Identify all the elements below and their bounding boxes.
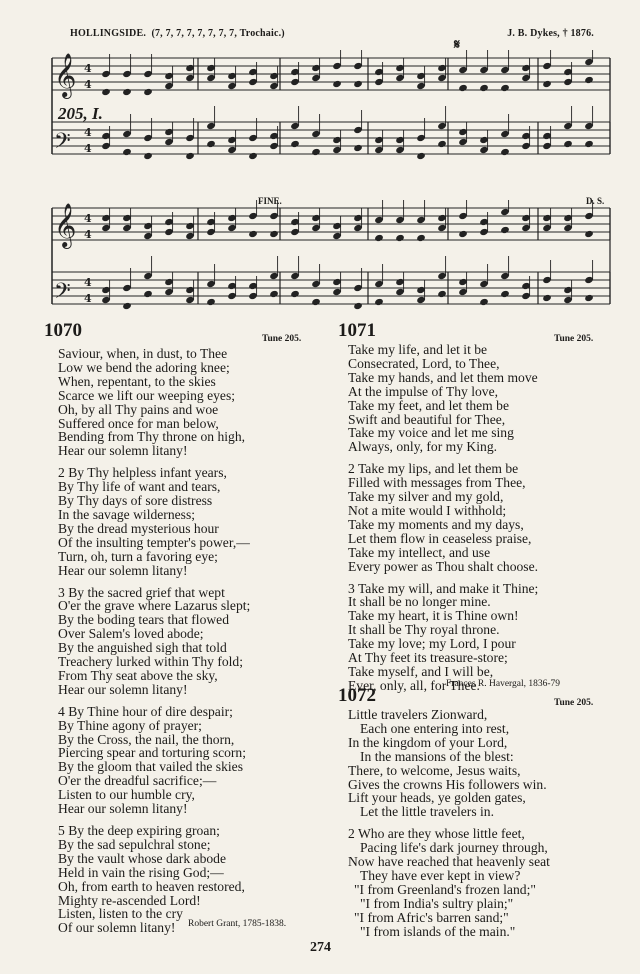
verse-line: Little travelers Zionward, xyxy=(348,707,488,722)
hymn-number-1070 xyxy=(44,321,82,341)
verse-line: Hear our solemn litany! xyxy=(58,562,188,578)
tune-reference: Tune 205. xyxy=(262,334,302,344)
svg-text:4: 4 xyxy=(84,212,92,225)
verse-line: Let them flow in ceaseless praise, xyxy=(348,530,532,546)
verse-line: Take my voice and let me sing xyxy=(348,425,514,441)
tune-name: HOLLINGSIDE. xyxy=(70,28,147,39)
verse-line: By Thy days of sore distress xyxy=(58,493,213,509)
verse-line: Oh, by all Thy pains and woe xyxy=(58,401,219,417)
verse-line: In the savage wilderness; xyxy=(58,506,196,522)
verse-line: In the kingdom of your Lord, xyxy=(348,734,508,750)
verse-line: 2 Take my lips, and let them be xyxy=(348,461,519,477)
svg-text:4: 4 xyxy=(84,62,92,75)
svg-text:𝄞: 𝄞 xyxy=(54,53,77,97)
verse-line: Filled with messages from Thee, xyxy=(348,475,526,491)
svg-text:4: 4 xyxy=(84,276,92,289)
stanza xyxy=(348,462,618,573)
verse-line: Take my moments and my days, xyxy=(348,516,524,532)
verse-line: Saviour, when, in dust, to Thee xyxy=(58,346,228,361)
stanza xyxy=(58,705,330,816)
verse-line: Listen, listen to the cry xyxy=(58,906,183,922)
author-credit: Robert Grant, 1785-1838. xyxy=(188,919,287,929)
svg-text:4: 4 xyxy=(84,126,92,139)
verse-line: From Thy seat above the sky, xyxy=(58,667,218,683)
hymn-number-1071 xyxy=(338,321,376,341)
verse-line: Bending from Thy throne on high, xyxy=(58,429,246,445)
verse-line: Every power as Thou shalt choose. xyxy=(348,558,539,574)
verse-line: 2 By Thy helpless infant years, xyxy=(58,465,227,481)
verse-line: Listen to our humble cry, xyxy=(58,787,195,803)
tune-header xyxy=(70,28,285,39)
verse-line: They have ever kept in view? xyxy=(360,867,521,883)
fine-marking: FINE. xyxy=(258,196,282,206)
verse-line: When, repentant, to the skies xyxy=(58,373,216,389)
verse-line: Ever, only, all, for Thee. xyxy=(348,677,480,693)
svg-text:𝄞: 𝄞 xyxy=(54,203,77,247)
verse-line: By the dread mysterious hour xyxy=(58,520,219,536)
svg-text:4: 4 xyxy=(84,78,92,91)
verse-line: By the sad sepulchral stone; xyxy=(58,836,211,852)
tune-reference: Tune 205. xyxy=(554,334,594,344)
verse-line: Always, only, for my King. xyxy=(348,439,498,455)
verse-line: At Thy feet its treasure-store; xyxy=(348,650,508,666)
music-system-2 xyxy=(48,200,614,330)
stanza xyxy=(348,708,618,819)
verse-line: Treachery lurked within Thy fold; xyxy=(58,654,243,670)
verse-line: Take my feet, and let them be xyxy=(348,397,509,413)
verse-line: Take my heart, it is Thine own! xyxy=(348,608,519,624)
verse-line: Take my love; my Lord, I pour xyxy=(348,636,516,652)
stanza xyxy=(58,347,330,458)
tune-meter: (7, 7, 7, 7, 7, 7, 7, 7, Trochaic.) xyxy=(151,28,285,39)
verse-line: By Thy life of want and tears, xyxy=(58,479,221,495)
hymn-number-text: 1072 xyxy=(338,685,376,706)
verse-line: Lift your heads, ye golden gates, xyxy=(348,790,526,806)
stanza xyxy=(58,586,330,697)
verse-line: By the anguished sigh that told xyxy=(58,640,227,656)
verse-line: Low we bend the adoring knee; xyxy=(58,359,230,375)
verse-line: Hear our solemn litany! xyxy=(58,443,188,459)
verse-line: "I from Afric's barren sand;" xyxy=(354,909,509,925)
verse-line: By Thine agony of prayer; xyxy=(58,717,202,733)
verse-line: There, to welcome, Jesus waits, xyxy=(348,762,521,778)
verse-line: "I from islands of the main." xyxy=(360,923,516,939)
verse-line: Oh, from earth to heaven restored, xyxy=(58,878,245,894)
svg-text:𝄢: 𝄢 xyxy=(54,129,71,159)
hymn-number-text: 1070 xyxy=(44,320,82,341)
verse-line: "I from India's sultry plain;" xyxy=(360,895,514,911)
verse-line: 3 By the sacred grief that wept xyxy=(58,584,225,600)
hymn-1070-text xyxy=(58,347,330,943)
hymn-1071-text xyxy=(348,343,618,701)
author-credit: Frances R. Havergal, 1836-79 xyxy=(446,679,561,689)
verse-line: At the impulse of Thy love, xyxy=(348,383,499,399)
stanza xyxy=(348,343,618,454)
verse-line: Turn, oh, turn a favoring eye; xyxy=(58,548,218,564)
verse-line: Pacing life's dark journey through, xyxy=(360,840,548,856)
svg-text:𝄢: 𝄢 xyxy=(54,279,71,309)
verse-line: Gives the crowns His followers win. xyxy=(348,776,547,792)
verse-line: Scarce we lift our weeping eyes; xyxy=(58,387,236,403)
verse-line: Take my silver and my gold, xyxy=(348,489,504,505)
verse-line: 5 By the deep expiring groan; xyxy=(58,823,220,838)
svg-text:4: 4 xyxy=(84,292,92,305)
verse-line: Consecrated, Lord, to Thee, xyxy=(348,355,500,371)
stanza xyxy=(348,582,618,693)
verse-line: 4 By Thine hour of dire despair; xyxy=(58,703,233,719)
verse-line: Now have reached that heavenly seat xyxy=(348,854,550,870)
stanza xyxy=(58,466,330,577)
svg-text:4: 4 xyxy=(84,142,92,155)
tune-number: 205, I. xyxy=(58,104,103,123)
music-system-1 xyxy=(48,50,614,180)
verse-line: In the mansions of the blest: xyxy=(360,748,514,764)
verse-line: Let the little travelers in. xyxy=(360,804,494,820)
verse-line: 2 Who are they whose little feet, xyxy=(348,826,525,842)
stanza xyxy=(348,827,618,938)
verse-line: Hear our solemn litany! xyxy=(58,801,188,817)
ds-marking: D. S. xyxy=(586,196,605,206)
segno-sign: 𝄋 xyxy=(454,38,461,53)
verse-line: O'er the dreadful sacrifice;— xyxy=(58,773,217,789)
verse-line: By the Cross, the nail, the thorn, xyxy=(58,731,235,747)
verse-line: O'er the grave where Lazarus slept; xyxy=(58,598,251,614)
composer-credit: J. B. Dykes, † 1876. xyxy=(507,28,594,39)
verse-line: Mighty re-ascended Lord! xyxy=(58,892,201,908)
hymn-number-1072 xyxy=(338,686,376,706)
verse-line: Piercing spear and torturing scorn; xyxy=(58,745,246,761)
verse-line: Hear our solemn litany! xyxy=(58,681,188,697)
verse-line: By the vault whose dark abode xyxy=(58,850,226,866)
verse-line: Over Salem's loved abode; xyxy=(58,626,204,642)
verse-line: "I from Greenland's frozen land;" xyxy=(354,881,536,897)
verse-line: By the gloom that vailed the skies xyxy=(58,759,243,775)
verse-line: It shall be no longer mine. xyxy=(348,594,491,610)
verse-line: Take myself, and I will be, xyxy=(348,663,494,679)
verse-line: Of the insulting tempter's power,— xyxy=(58,534,250,550)
verse-line: Of our solemn litany! xyxy=(58,920,176,936)
verse-line: It shall be Thy royal throne. xyxy=(348,622,500,638)
verse-line: Each one entering into rest, xyxy=(360,720,510,736)
hymn-number-text: 1071 xyxy=(338,320,376,341)
page-number: 274 xyxy=(310,940,331,955)
verse-line: Swift and beautiful for Thee, xyxy=(348,411,506,427)
verse-line: Take my intellect, and use xyxy=(348,544,491,560)
verse-line: Take my life, and let it be xyxy=(348,342,488,357)
tune-reference: Tune 205. xyxy=(554,698,594,708)
verse-line: By the boding tears that flowed xyxy=(58,612,230,628)
verse-line: Not a mite would I withhold; xyxy=(348,502,507,518)
verse-line: Take my hands, and let them move xyxy=(348,369,538,385)
hymn-1072-text xyxy=(348,708,618,947)
verse-line: Held in vain the rising God;— xyxy=(58,864,224,880)
verse-line: Suffered once for man below, xyxy=(58,415,219,431)
verse-line: 3 Take my will, and make it Thine; xyxy=(348,580,539,596)
svg-text:4: 4 xyxy=(84,228,92,241)
